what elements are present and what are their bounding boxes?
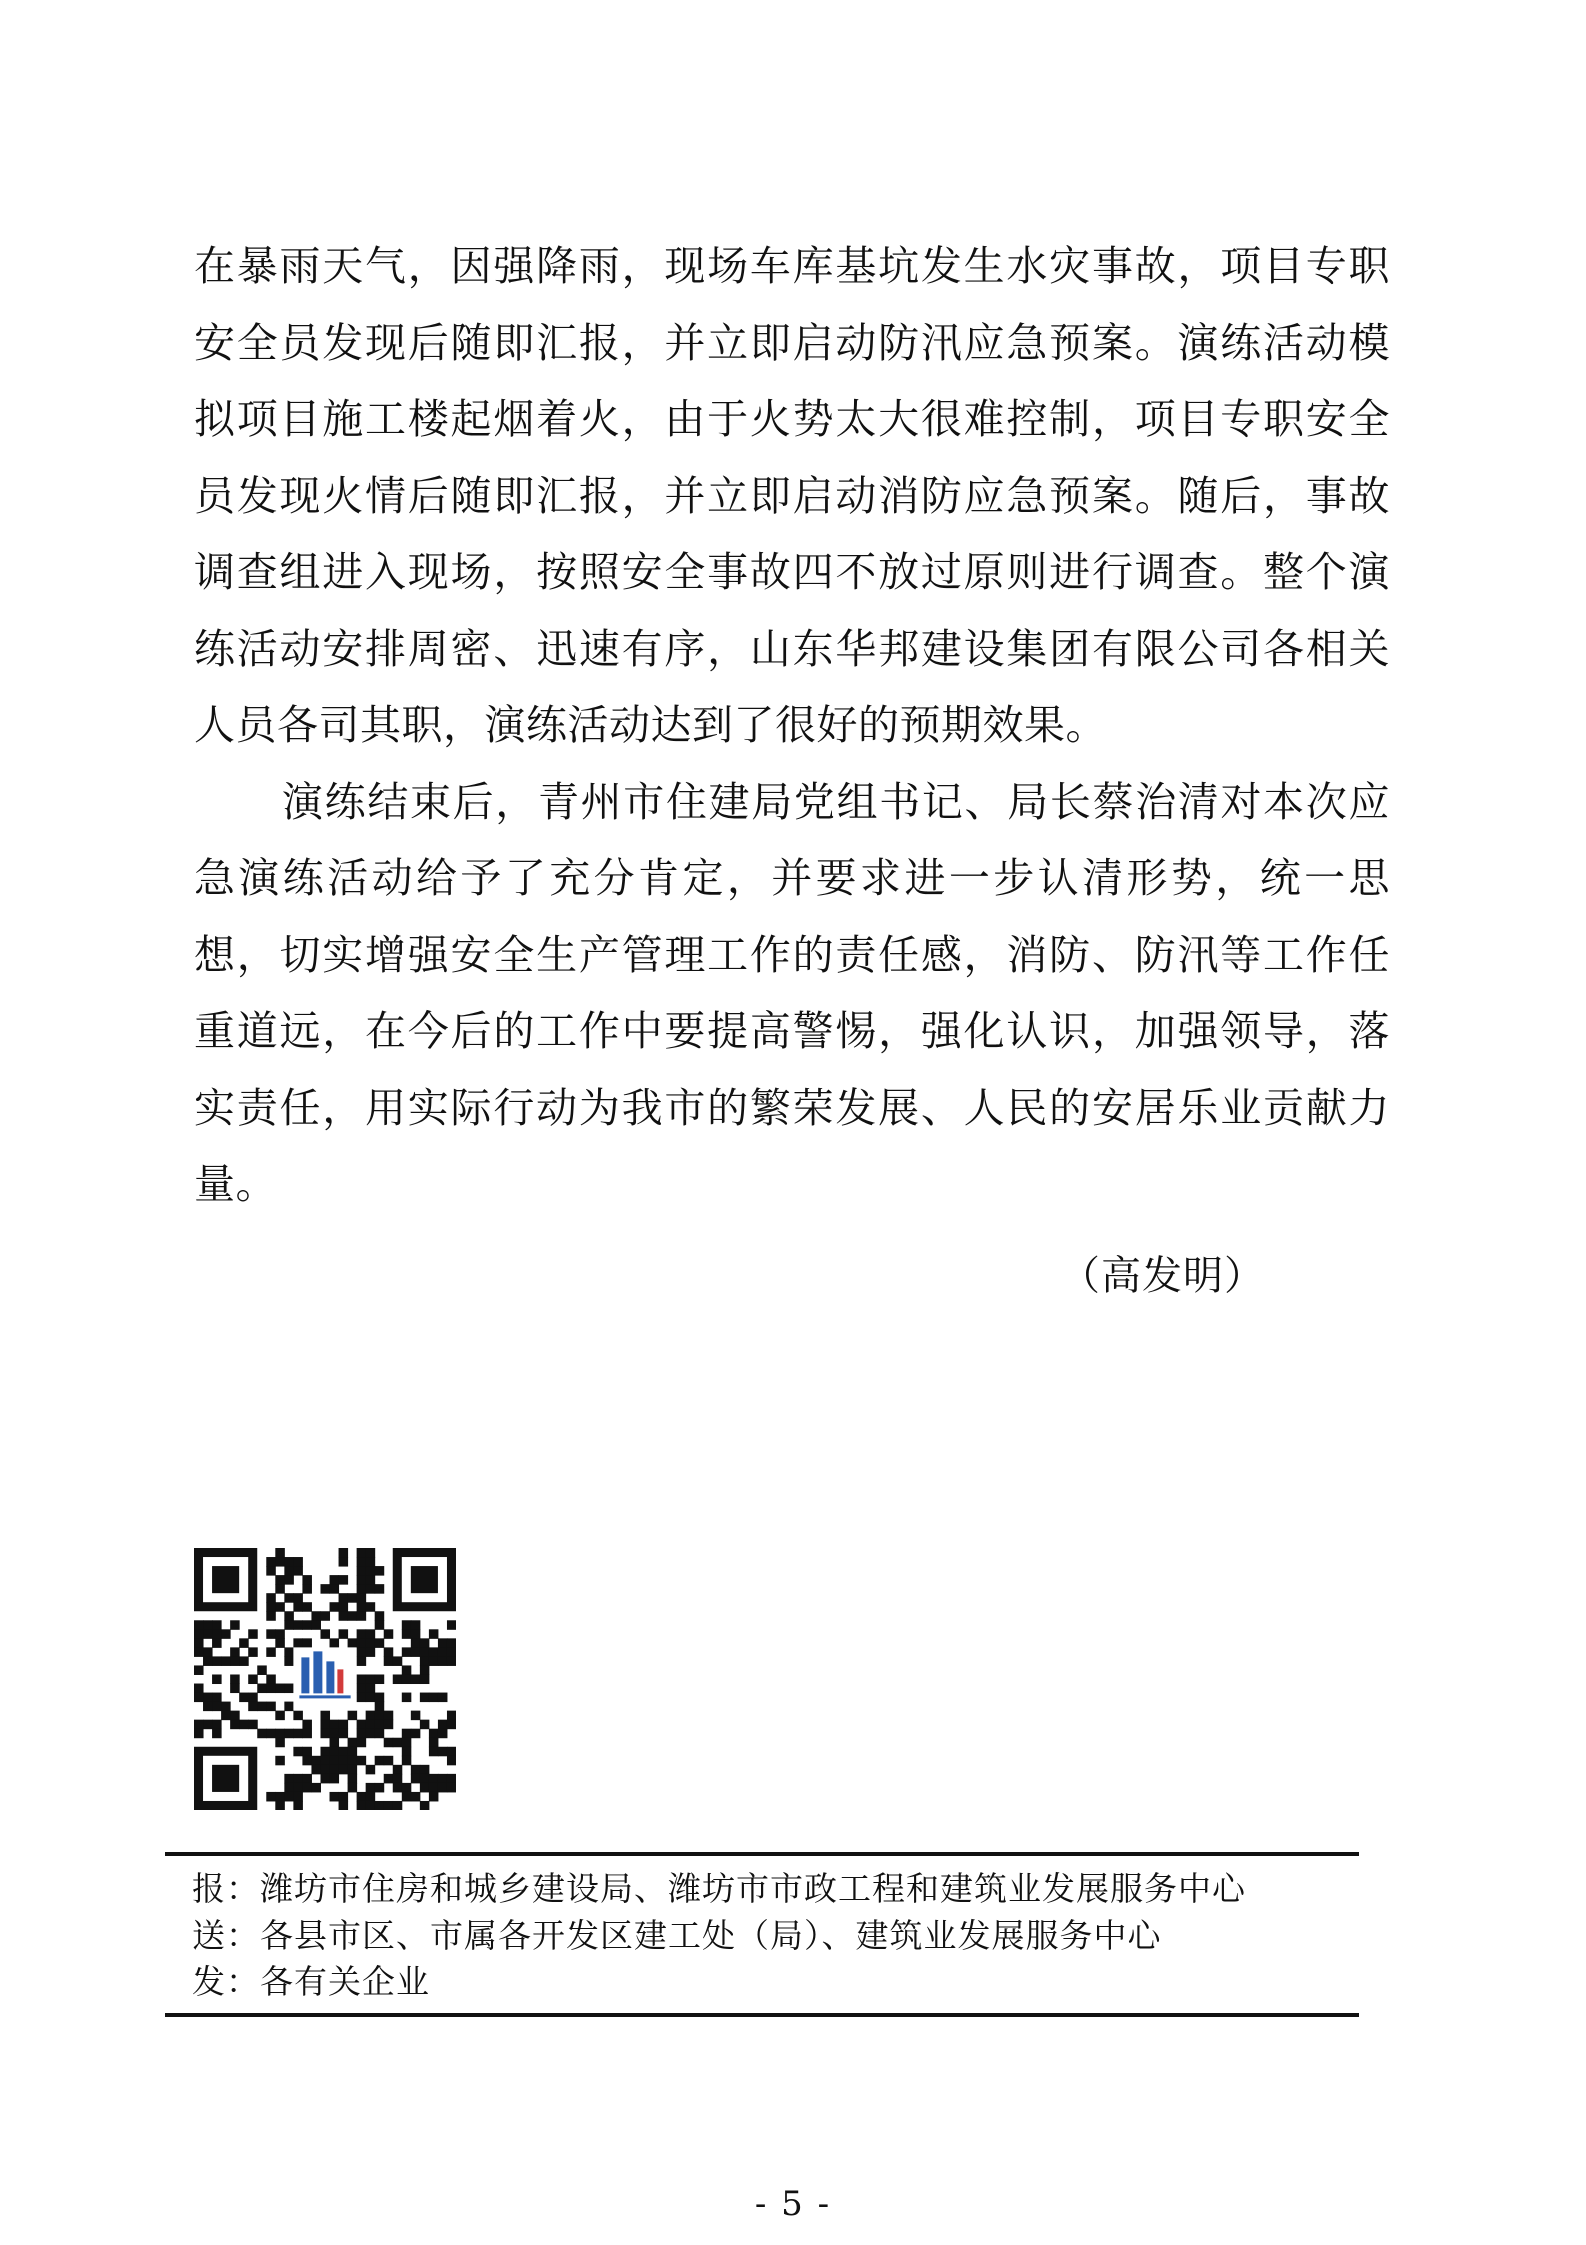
distribution-report-to: 报：潍坊市住房和城乡建设局、潍坊市市政工程和建筑业发展服务中心: [192, 1869, 1246, 1908]
paragraph-drill-conclusion: 演练结束后，青州市住建局党组书记、局长蔡治清对本次应急演练活动给予了充分肯定，并要求进一步认清形势，统一思想，切实增强安全生产管理工作的责任感，消防、防汛等工作任重道远，在今后的工作中要提高警惕，强化认识，加强领导，落实责任，用实际行动为我市的繁荣发展、人民的安居乐业贡献力量。: [194, 777, 1390, 1208]
distribution-bottom-rule: [165, 2013, 1359, 2017]
page-number: - 5 -: [754, 2184, 832, 2224]
author-signature: （高发明）: [1060, 1253, 1265, 1299]
qr-code-icon: [194, 1548, 456, 1810]
distribution-top-rule: [165, 1852, 1359, 1856]
paragraph-drill-description: 在暴雨天气，因强降雨，现场车库基坑发生水灾事故，项目专职安全员发现后随即汇报，并立即启动防汛应急预案。演练活动模拟项目施工楼起烟着火，由于火势太大很难控制，项目专职安全员发现火情后随即汇报，并立即启动消防应急预案。随后，事故调查组进入现场，按照安全事故四不放过原则进行调查。整个演练活动安排周密、迅速有序，山东华邦建设集团有限公司各相关人员各司其职，演练活动达到了很好的预期效果。: [194, 242, 1390, 749]
distribution-list: [192, 1866, 1352, 2006]
article-body: [194, 228, 1390, 1223]
distribution-issue-to: 发：各有关企业: [192, 1962, 430, 2001]
distribution-send-to: 送：各县市区、市属各开发区建工处（局）、建筑业发展服务中心: [192, 1915, 1162, 1955]
